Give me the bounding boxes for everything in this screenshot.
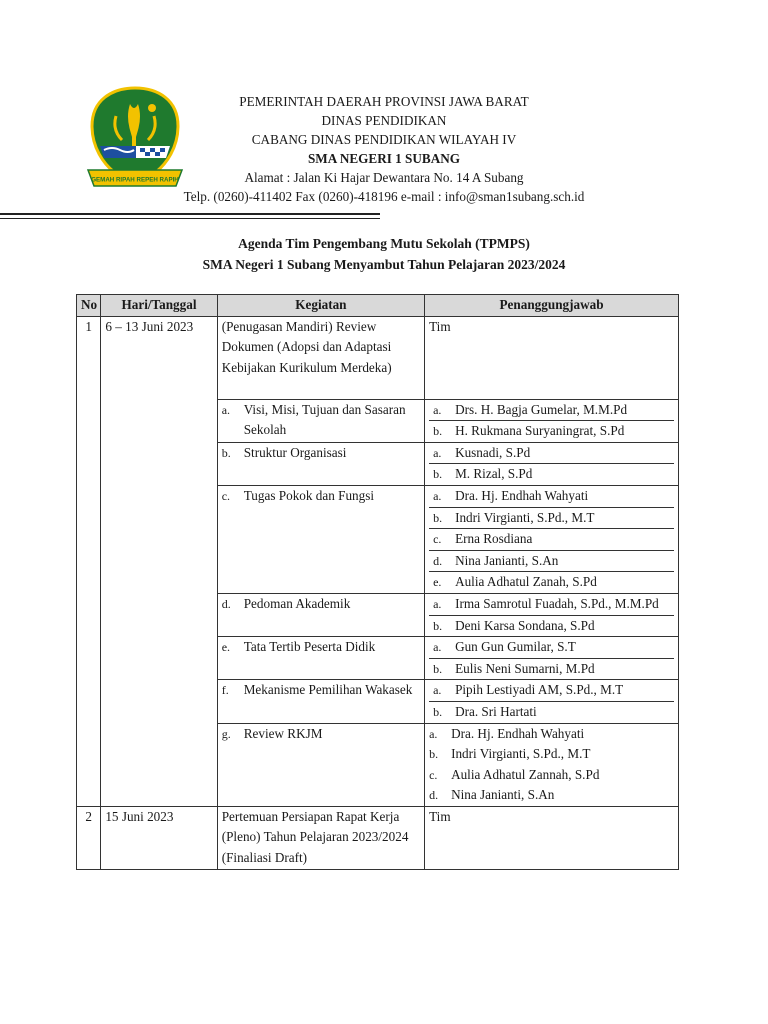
- header-no: No: [77, 295, 101, 317]
- sub-pic-list: [425, 723, 679, 806]
- list-item: a. Dra. Hj. Endhah Wahyati: [429, 725, 585, 741]
- table-header-row: [77, 295, 679, 317]
- list-item: b. H. Rukmana Suryaningrat, S.Pd: [429, 420, 674, 442]
- sub-activity: c. Tugas Pokok dan Fungsi: [217, 485, 424, 593]
- list-item: e. Aulia Adhatul Zanah, S.Pd: [429, 571, 674, 593]
- list-item: b. Eulis Neni Sumarni, M.Pd: [429, 658, 674, 680]
- list-item: b. Dra. Sri Hartati: [429, 701, 674, 723]
- row-activity: (Penugasan Mandiri) Review Dokumen (Adopsi dan Adaptasi Kebijakan Kurikulum Merdeka): [217, 316, 424, 399]
- letterhead-contact: Telp. (0260)-411402 Fax (0260)-418196 e-mail : info@sman1subang.sch.id: [183, 189, 585, 204]
- list-item: b. M. Rizal, S.Pd: [429, 463, 674, 485]
- list-item: c. Erna Rosdiana: [429, 528, 674, 550]
- list-item: d. Nina Janianti, S.An: [429, 787, 555, 803]
- row-activity: Pertemuan Persiapan Rapat Kerja (Pleno) Tahun Pelajaran 2023/2024 (Finaliasi Draft): [217, 806, 424, 869]
- list-item: a. Dra. Hj. Endhah Wahyati: [433, 487, 589, 503]
- row-number: 2: [77, 806, 101, 869]
- sub-pic-list: [425, 680, 679, 723]
- sub-activity: g. Review RKJM: [217, 723, 424, 806]
- svg-text:GEMAH RIPAH REPEH RAPIH: GEMAH RIPAH REPEH RAPIH: [91, 176, 179, 184]
- sub-activity: e. Tata Tertib Peserta Didik: [217, 637, 424, 680]
- title-line-2: SMA Negeri 1 Subang Menyambut Tahun Pelajaran 2023/2024: [202, 257, 566, 272]
- list-item: a. Pipih Lestiyadi AM, S.Pd., M.T: [433, 682, 624, 698]
- row-number: 1: [77, 316, 101, 806]
- sub-activity: b. Struktur Organisasi: [217, 442, 424, 485]
- row-pic: Tim: [425, 316, 679, 399]
- sub-pic-list: [425, 442, 679, 485]
- letterhead-divider-thin: [0, 218, 380, 219]
- table-row: [77, 316, 679, 399]
- list-item: c. Aulia Adhatul Zannah, S.Pd: [429, 766, 600, 782]
- letterhead: [150, 92, 618, 206]
- letterhead-divider-thick: [0, 213, 380, 215]
- list-item: a. Gun Gun Gumilar, S.T: [433, 639, 576, 655]
- title-line-1: Agenda Tim Pengembang Mutu Sekolah (TPMPS): [238, 236, 530, 251]
- sub-pic-list: [425, 637, 679, 680]
- letterhead-address: Alamat : Jalan Ki Hajar Dewantara No. 14 A Subang: [244, 170, 524, 185]
- letterhead-government: PEMERINTAH DAERAH PROVINSI JAWA BARAT: [239, 94, 529, 109]
- document-title: [90, 233, 678, 275]
- letterhead-branch: CABANG DINAS PENDIDIKAN WILAYAH IV: [251, 132, 517, 147]
- row-date: 6 – 13 Juni 2023: [101, 316, 217, 806]
- row-pic: Tim: [425, 806, 679, 869]
- header-date: Hari/Tanggal: [101, 295, 217, 317]
- list-item: a. Kusnadi, S.Pd: [433, 444, 531, 460]
- sub-activity: f. Mekanisme Pemilihan Wakasek: [217, 680, 424, 723]
- list-item: d. Nina Janianti, S.An: [429, 550, 674, 572]
- list-item: b. Deni Karsa Sondana, S.Pd: [429, 615, 674, 637]
- list-item: b. Indri Virgianti, S.Pd., M.T: [429, 507, 674, 529]
- list-item: a. Drs. H. Bagja Gumelar, M.M.Pd: [433, 401, 628, 417]
- sub-activity: d. Pedoman Akademik: [217, 593, 424, 636]
- row-date: 15 Juni 2023: [101, 806, 217, 869]
- letterhead-school-name: SMA NEGERI 1 SUBANG: [307, 151, 461, 166]
- sub-activity: a. Visi, Misi, Tujuan dan Sasaran Sekolah: [217, 399, 424, 442]
- letterhead-department: DINAS PENDIDIKAN: [321, 113, 447, 128]
- agenda-table: [76, 294, 679, 870]
- header-activity: Kegiatan: [217, 295, 424, 317]
- list-item: b. Indri Virgianti, S.Pd., M.T: [429, 746, 591, 762]
- header-pic: Penanggungjawab: [425, 295, 679, 317]
- list-item: a. Irma Samrotul Fuadah, S.Pd., M.M.Pd: [433, 595, 659, 611]
- table-row: [77, 806, 679, 869]
- sub-pic-list: [425, 485, 679, 593]
- sub-pic-list: [425, 593, 679, 636]
- sub-pic-list: [425, 399, 679, 442]
